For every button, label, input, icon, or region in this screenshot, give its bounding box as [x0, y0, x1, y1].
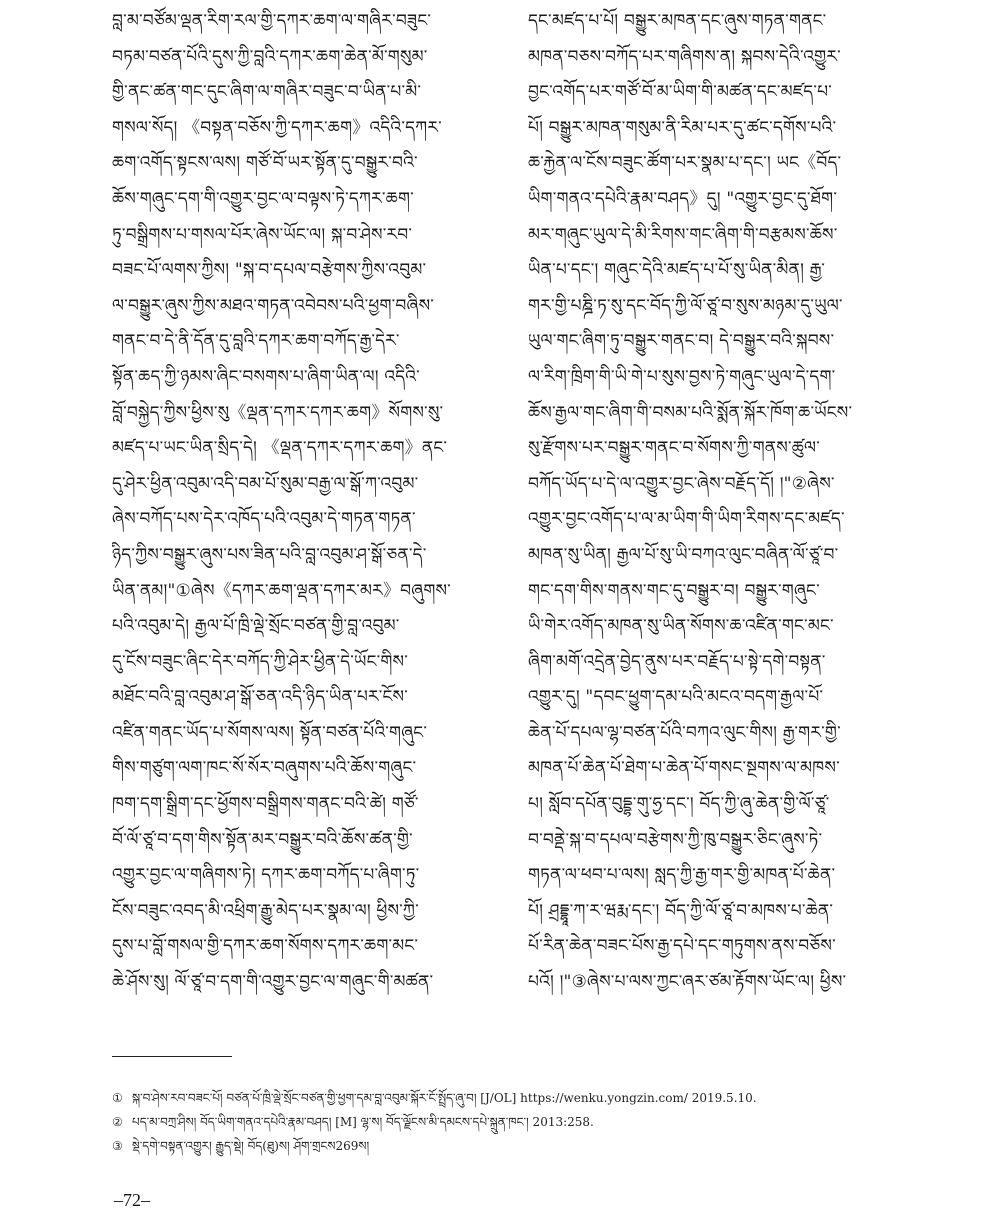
- right-column-line: ཡི་གེར་འགོད་མཁན་སུ་ཡིན་སོགས་ཆ་འཛིན་གང་མང་: [528, 616, 834, 637]
- right-column-line: བྱང་འགོད་པར་གཙོ་བོ་མ་ཡིག་གི་མཚན་དང་མཛད་པ་: [528, 82, 832, 103]
- right-column-line: ཡིན་པ་དང་། གཞུང་དེའི་མཛད་པ་པོ་སུ་ཡིན་མིན། རྒྱ་: [528, 260, 826, 281]
- footnote: [112, 1110, 972, 1134]
- left-column-line: ངོས་བཟུང་འབད་མི་འཕྲིག་རྒྱུ་མེད་པར་སྣམ་ལ། ཕྱིས་ཀྱི་: [112, 900, 419, 921]
- left-column-line: མཛད་པ་ཡང་ཡིན་སྲིད་དེ། 《ལྡན་དཀར་དཀར་ཆག》ནང་: [112, 438, 448, 459]
- right-column-line: འགྱུར་དུ། "དབང་ཕྱུག་དམ་པའི་མངའ་བདག་རྒྱལ་པོ་: [528, 687, 824, 708]
- right-column-line: བཀོད་ཡོད་པ་དེ་ལ་འགྱུར་བྱང་ཞེས་བརྗོད་དོ། །"②ཞེས་: [528, 473, 835, 494]
- left-column-line: བླ་མ་བཙོམ་ལྡན་རིག་རལ་གྱི་དཀར་ཆག་ལ་གཞིར་བཟུང་: [112, 11, 432, 31]
- right-column-line: དང་མཛད་པ་པོ། བསྒྱུར་མཁན་དང་ཞུས་གཏན་གནང་: [528, 11, 827, 31]
- footnote: [112, 1134, 972, 1158]
- footnote-mark: ①: [112, 1091, 123, 1105]
- left-column-line: གིས་གཙུག་ལག་ཁང་སོ་སོར་བཞུགས་པའི་ཆོས་གཞུང་: [112, 758, 417, 779]
- right-column-line: པའོ། །"③ཞེས་པ་ལས་ཀྱང་ཞར་ཙམ་རྟོགས་ཡོང་ལ། ཕྱིས་: [528, 972, 847, 993]
- left-column-line: འཛིན་གནང་ཡོད་པ་སོགས་ལས། སྟོན་བཙན་པོའི་གཞུང་: [112, 722, 428, 743]
- right-column: [528, 4, 940, 1001]
- right-column-line: ལ་རིག་ཁྲིག་གི་ཡི་གེ་པ་སུས་བྱས་ཏེ་གཞུང་ཡུལ་དེ་དག་: [528, 366, 836, 387]
- right-column-line: མཁན་བཅས་བཀོད་པར་གཞིགས་ན། སྐབས་དེའི་འགྱུར་: [528, 46, 841, 67]
- right-column-line: པ། སློབ་དཔོན་བུདྡྷ་གུ་ཧྱ་དང་། བོད་ཀྱི་ཞུ་ཆེན་གྱི་ལོ་ཙཱ་: [528, 794, 830, 815]
- footnote-text: སྐ་བ་ཤེས་རབ་བཟང་པོ། བཙན་པོ་ཁྲི་ལྡེ་སྲོང་བཙན་གྱི་ཕྱག་དམ་བླ་འབུམ་སྐོར་ངོ་སྤྲོད་ཞུ་བ། [J/OL] https://wenku.yongzin.com/ 2019.5.10.: [132, 1091, 757, 1105]
- right-column-line: གཏན་ལ་ཕབ་པ་ལས། སླད་ཀྱི་རྒྱ་གར་གྱི་མཁན་པོ་ཆེན་: [528, 865, 836, 886]
- right-column-line: སུ་རྫོགས་པར་བསྒྱུར་གནང་བ་སོགས་ཀྱི་གནས་ཚུལ་: [528, 438, 820, 459]
- left-column-line: གནང་བ་དེ་ནི་དོན་དུ་བླའི་དཀར་ཆག་བཀོད་རྒྱ་དེར་: [112, 331, 400, 352]
- footnote-divider: [112, 1056, 232, 1057]
- left-column-line: པའི་འབུམ་དེ། རྒྱལ་པོ་ཁྲི་ལྡེ་སྲོང་བཙན་གྱི་བླ་འབུམ་: [112, 616, 400, 637]
- left-column-line: བློ་བསྐྱེད་ཀྱིས་ཕྱིས་སུ《ལྡན་དཀར་དཀར་ཆག》སོགས་སུ་: [112, 402, 444, 423]
- right-column-line: གང་དག་གིས་གནས་གང་དུ་བསྒྱུར་བ། བསྒྱུར་གཞུང་: [528, 580, 820, 601]
- left-column: [112, 4, 524, 1001]
- footnote-text: སྡེ་དགེ་བསྟན་འགྱུར། རྒྱུད་སྡེ། བོད(ཐུ)ས། ཤོག་གྲངས269ས།: [132, 1139, 370, 1153]
- left-column-line: ཆོས་གཞུང་དག་གི་འགྱུར་བྱང་ལ་བལྟས་ཏེ་དཀར་ཆག་: [112, 188, 414, 209]
- right-column-line: མཁན་སུ་ཡིན། རྒྱལ་པོ་སུ་ཡི་བཀའ་ལུང་བཞིན་ལོ་ཙཱ་བ་: [528, 544, 839, 565]
- left-column-line: ཡིན་ནམ།"①ཞེས《དཀར་ཆག་ལྡན་དཀར་མར》བཞུགས་: [112, 580, 451, 601]
- left-column-line: ཆག་འགོད་སྟངས་ལས། གཙོ་བོ་ཡར་སྟོན་དུ་བསྒྱུར་བའི་: [112, 153, 418, 174]
- right-column-line: མཁན་པོ་ཆེན་པོ་ཐེག་པ་ཆེན་པོ་གསང་སྔགས་ལ་མཁས་: [528, 758, 840, 779]
- right-column-line: པོ། ཤྲདྡྷཱ་ཀ་ར་ཝརྨ་དང་། བོད་ཀྱི་ལོ་ཙཱ་བ་མཁས་པ་ཆེན་: [528, 900, 834, 921]
- left-column-line: ཞེས་བཀོད་པས་དེར་འཁོད་པའི་འབུམ་དེ་གཏན་གཏན་: [112, 509, 416, 530]
- left-column-line: སྟོན་ཆད་ཀྱི་ཉམས་ཞིང་བསགས་པ་ཞིག་ཡིན་ལ། འདིའི་: [112, 366, 420, 387]
- right-column-line: ཆ་རྐྱེན་ལ་ངོས་བཟུང་ཚོག་པར་སྣམ་པ་དང་། ཡང《བོད་: [528, 153, 842, 174]
- right-column-line: ཡུལ་གང་ཞིག་ཏུ་བསྒྱུར་གནང་བ། དེ་བསྒྱུར་བའི་སྐབས་: [528, 331, 835, 352]
- page-number: –72–: [114, 1190, 150, 1210]
- right-column-line: མར་གཞུང་ཡུལ་དེ་མི་རིགས་གང་ཞིག་གི་བརྩམས་ཆོས་: [528, 224, 838, 245]
- left-column-line: བོ་ལོ་ཙཱ་བ་དག་གིས་སྟོན་མར་བསྒྱུར་བའི་ཆོས་ཚན་གྱི་: [112, 829, 413, 850]
- left-column-line: གསལ་སོད། 《བསྟན་བཅོས་ཀྱི་དཀར་ཆག》འདིའི་དཀར་: [112, 117, 442, 138]
- right-column-line: ཞིག་མགོ་འདྲེན་བྱེད་ནུས་པར་བརྗོད་པ་སྟེ་དགེ་བསྟན་: [528, 651, 826, 672]
- right-column-line: ཆེན་པོ་དཔལ་ལྷ་བཙན་པོའི་བཀའ་ལུང་གིས། རྒྱ་གར་གྱི་: [528, 722, 841, 743]
- right-column-line: ཡིག་གནའ་དཔེའི་རྣམ་བཤད》དུ། "འགྱུར་བྱང་དུ་ཐོག་: [528, 188, 838, 209]
- right-column-line: ཆོས་རྒྱལ་གང་ཞིག་གི་བསམ་པའི་སྨོན་སྐོར་ཁོག་ཆ་ཡོངས་: [528, 402, 853, 423]
- left-column-line: ཏུ་བསྒྲིགས་པ་གསལ་པོར་ཞེས་ཡོང་ལ། སྐ་བ་ཤེས་རབ་: [112, 224, 413, 245]
- right-column-line: པོ། བསྒྱུར་མཁན་གསུམ་ནི་རིམ་པར་དུ་ཚང་དགོས་པའི་: [528, 117, 837, 138]
- left-column-line: དུས་པ་བློ་གསལ་གྱི་དཀར་ཆག་སོགས་དཀར་ཆག་མང་: [112, 936, 419, 957]
- left-column-line: འགྱུར་བྱང་ལ་གཞིགས་ཏེ། དཀར་ཆག་བཀོད་པ་ཞིག་ཏུ་: [112, 865, 420, 886]
- left-column-line: ཁག་དག་སྒྲིག་དང་ཕྱོགས་བསྒྲིགས་གནང་བའི་ཚེ། གཙོ་: [112, 794, 419, 815]
- right-column-line: འགྱུར་བྱང་འགོད་པ་ལ་མ་ཡིག་གི་ཡིག་རིགས་དང་མཛད་: [528, 509, 845, 530]
- right-column-line: པོ་རིན་ཆེན་བཟང་པོས་རྒྱ་དཔེ་དང་གཏུགས་ནས་བཅོས་: [528, 936, 836, 957]
- right-column-line: བ་བནྡེ་སྐ་བ་དཔལ་བརྩེགས་ཀྱི་ཁུ་བསྒྱུར་ཅིང་ཞུས་ཏེ་: [528, 829, 823, 850]
- footnote-text: པད་མ་བཀྲ་ཤིས། བོད་ཡིག་གནའ་དཔེའི་རྣམ་བཤད། [M] ལྷ་ས། བོད་ལྗོངས་མི་དམངས་དཔེ་སྐྲུན་ཁང་། 2013:258.: [132, 1115, 594, 1129]
- left-column-line: ལ་བསྒྱུར་ཞུས་ཀྱིས་མཐའ་གཏན་འབེབས་པའི་ཕྱག་བཞིས་: [112, 295, 435, 316]
- left-column-line: བཟང་པོ་ལགས་ཀྱིས། "སྐ་བ་དཔལ་བརྩེགས་ཀྱིས་འབུམ་: [112, 260, 427, 281]
- footnote-mark: ③: [112, 1139, 123, 1153]
- left-column-line: གྱི་ནང་ཚན་གང་དུང་ཞིག་ལ་གཞིར་བཟུང་བ་ཡིན་པ་མི་: [112, 82, 422, 103]
- left-column-line: མཐོང་བའི་བླ་འབུམ་ཤ་སྒོ་ཅན་འདི་ཉིད་ཡིན་པར་ངོས་: [112, 687, 408, 708]
- left-column-line: བཏམ་བཙན་པོའི་དུས་ཀྱི་བླའི་དཀར་ཆག་ཆེན་མོ་གསུམ་: [112, 46, 428, 67]
- right-column-line: གར་གྱི་པཎྜི་ཏ་སུ་དང་བོད་ཀྱི་ལོ་ཙཱ་བ་སུས་མཉམ་དུ་ཡུལ་: [528, 295, 843, 316]
- left-column-line: ཆེ་ཤོས་སུ། ལོ་ཙཱ་བ་དག་གི་འགྱུར་བྱང་ལ་གཞུང་གི་མཚན་: [112, 972, 434, 993]
- footnotes: [112, 1086, 972, 1158]
- left-column-line: དུ་ངོས་བཟུང་ཞིང་དེར་བཀོད་ཀྱི་ཤེར་ཕྱིན་དེ་ཡོང་གིས་: [112, 651, 408, 672]
- left-column-line: དུ་ཤེར་ཕྱིན་འབུམ་འདི་བམ་པོ་སུམ་བརྒྱ་ལ་སྒོ་ཀ་འབུམ་: [112, 473, 419, 494]
- left-column-line: ཉིད་ཀྱིས་བསྒྱུར་ཞུས་པས་ཟིན་པའི་བླ་འབུམ་ཤ་སྒོ་ཅན་དེ་: [112, 544, 427, 565]
- footnote-mark: ②: [112, 1115, 123, 1129]
- footnote: [112, 1086, 972, 1110]
